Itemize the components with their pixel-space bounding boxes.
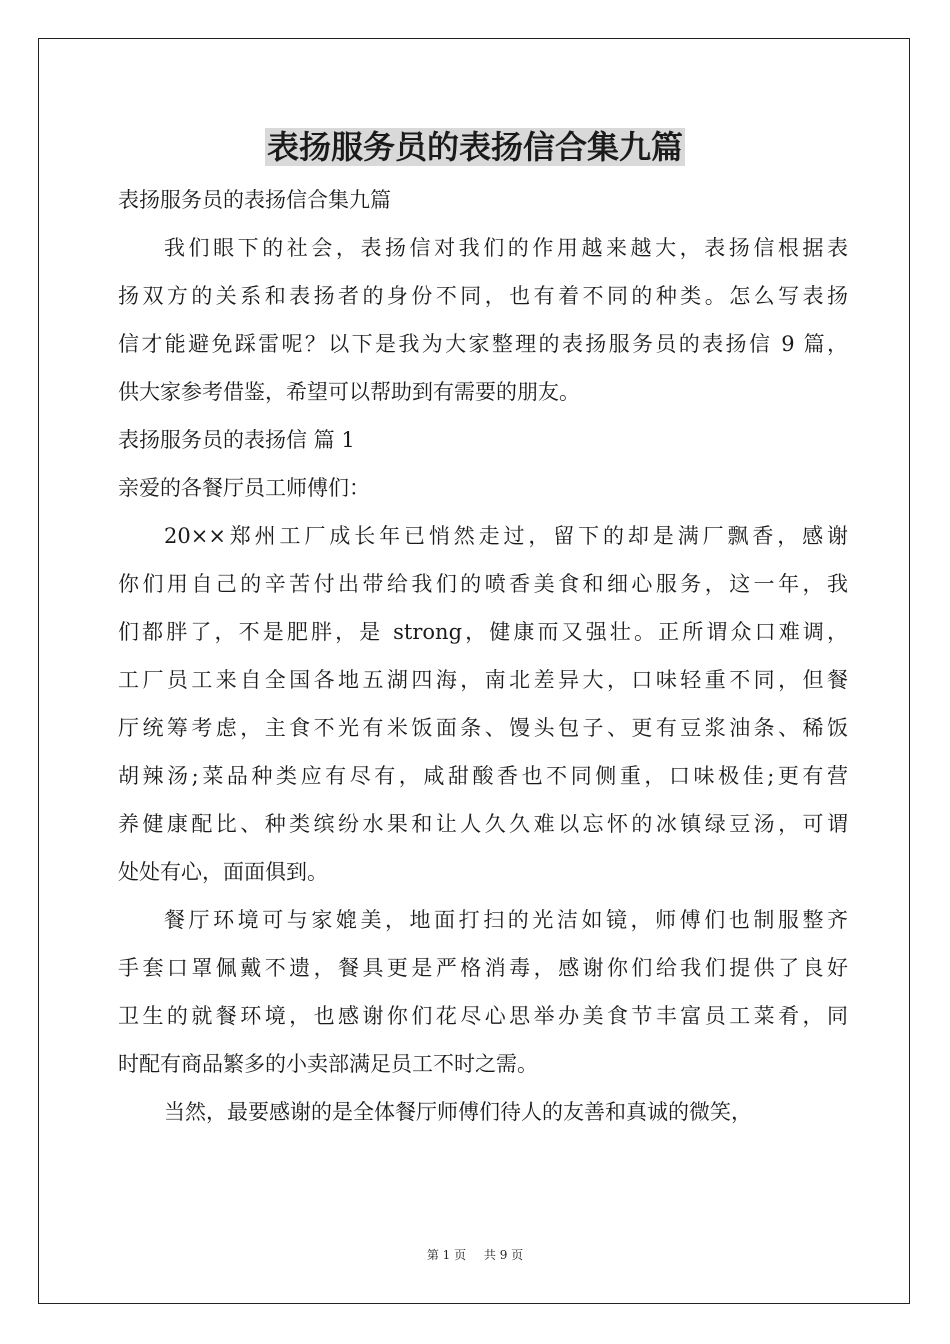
body-line: 手套口罩佩戴不遗，餐具更是严格消毒，感谢你们给我们提供了良好 [118, 956, 848, 980]
body-line: 餐厅环境可与家媲美，地面打扫的光洁如镜，师傅们也制服整齐 [164, 908, 848, 932]
body-line: 表扬服务员的表扬信 篇 1 [118, 428, 355, 452]
body-line: 我们眼下的社会，表扬信对我们的作用越来越大，表扬信根据表 [164, 236, 848, 260]
document-body [118, 176, 848, 1136]
body-line: 扬双方的关系和表扬者的身份不同，也有着不同的种类。怎么写表扬 [118, 284, 848, 308]
body-line: 当然，最要感谢的是全体餐厅师傅们待人的友善和真诚的微笑， [164, 1100, 752, 1124]
page-footer [0, 1246, 950, 1263]
page-total: 共 9 页 [483, 1248, 524, 1262]
body-line: 你们用自己的辛苦付出带给我们的喷香美食和细心服务，这一年，我 [118, 572, 848, 596]
body-line: 时配有商品繁多的小卖部满足员工不时之需。 [118, 1052, 538, 1076]
body-line: 养健康配比、种类缤纷水果和让人久久难以忘怀的冰镇绿豆汤，可谓 [118, 812, 848, 836]
page-number: 第 1 页 [426, 1248, 467, 1262]
body-line: 胡辣汤;菜品种类应有尽有，咸甜酸香也不同侧重，口味极佳;更有营 [118, 764, 848, 788]
body-line: 20××郑州工厂成长年已悄然走过，留下的却是满厂飘香，感谢 [164, 524, 848, 548]
body-line: 供大家参考借鉴，希望可以帮助到有需要的朋友。 [118, 380, 580, 404]
body-line: 工厂员工来自全国各地五湖四海，南北差异大，口味轻重不同，但餐 [118, 668, 848, 692]
body-line: 们都胖了，不是肥胖，是 strong，健康而又强壮。正所谓众口难调， [118, 620, 848, 644]
body-line: 信才能避免踩雷呢？以下是我为大家整理的表扬服务员的表扬信 9 篇， [118, 332, 848, 356]
body-line: 亲爱的各餐厅员工师傅们： [118, 476, 370, 500]
body-line: 表扬服务员的表扬信合集九篇 [118, 188, 391, 212]
body-line: 处处有心，面面俱到。 [118, 860, 328, 884]
document-title-text: 表扬服务员的表扬信合集九篇 [266, 128, 683, 166]
body-line: 厅统筹考虑，主食不光有米饭面条、馒头包子、更有豆浆油条、稀饭 [118, 716, 848, 740]
body-line: 卫生的就餐环境，也感谢你们花尽心思举办美食节丰富员工菜肴，同 [118, 1004, 848, 1028]
document-title [0, 125, 950, 169]
